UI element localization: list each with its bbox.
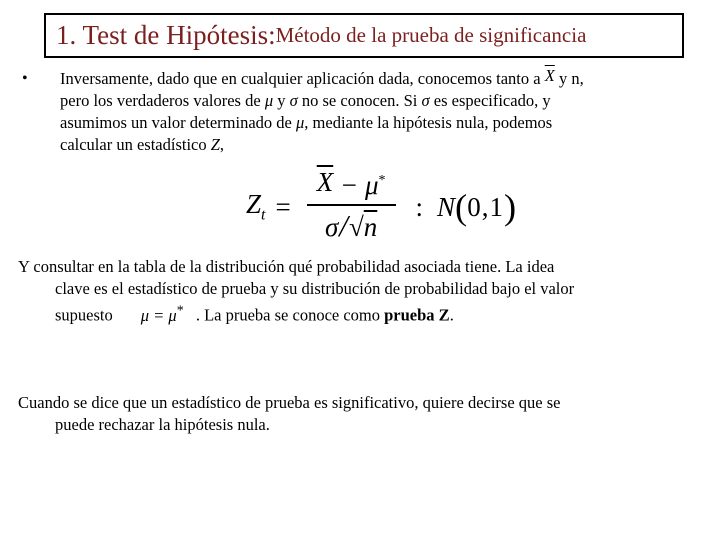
equals-sign: = [275,191,291,222]
para2-line-1: Cuando se dice que un estadístico de prueba es significativo, quiere decirse que se [18,393,561,412]
sigma-symbol: σ [421,91,430,110]
text-segment: calcular un estadístico [60,135,211,154]
text-segment: . [449,305,454,325]
bullet-line-3 [60,112,712,134]
normal-distribution [437,186,516,228]
bullet-text [60,68,712,156]
mu-symbol: μ [364,170,379,200]
text-segment: y n, [554,69,584,88]
bullet-line-4 [60,134,712,156]
text-segment: es especificado, y [429,91,551,110]
mu-symbol: μ [296,113,305,132]
paragraph-consultar [18,256,712,327]
mu-symbol: μ [264,91,274,110]
mu-equals-mu-star-formula [140,303,184,325]
xbar-symbol: $\overline{X}$ [316,167,334,197]
text-segment: , [219,135,225,154]
sigma-symbol: σ [324,212,339,242]
text-segment: pero los verdaderos valores de [60,91,265,110]
slash: / [339,208,348,243]
text-segment: Inversamente, dado que en cualquier aplicación dada, conocemos tanto a [60,69,545,88]
text-segment: , mediante la hipótesis nula, podemos [304,113,553,132]
text-segment: no se conocen. Si [297,91,422,110]
fraction [307,167,396,244]
prueba-z-bold: prueba Z [384,305,450,325]
slide-title: 1. Test de Hipótesis: [56,20,276,50]
slide-subtitle: Método de la prueba de significancia [275,23,587,47]
text-segment: . La prueba se conoce como [191,305,385,325]
bullet-line-2 [60,90,712,112]
title-box [44,13,684,58]
paragraph-significativo [18,392,712,436]
para1-line-2: clave es el estadístico de prueba y su distribución de probabilidad bajo el valor [55,279,575,298]
distribution-args: 0,1 [467,192,504,223]
n-symbol: n [363,212,378,242]
colon-separator: : [415,191,424,222]
text-segment: supuesto [55,305,113,325]
n-distribution-symbol: N [437,192,456,223]
star-superscript: * [176,303,184,318]
fraction-numerator [307,167,396,206]
minus-sign: − [333,170,365,200]
bullet-marker: • [22,70,28,87]
bullet-paragraph [22,68,712,156]
para1-line-1: Y consultar en la tabla de la distribución qué probabilidad asociada tiene. La idea [18,257,555,276]
text-segment: y [273,91,290,110]
fraction-denominator [325,206,377,244]
z-symbol: Z [246,189,262,220]
star-superscript: * [378,173,386,188]
bullet-line-1 [60,68,712,90]
sqrt-symbol: √ [348,212,364,242]
para2-line-2: puede rechazar la hipótesis nula. [55,415,270,434]
close-paren: ) [503,187,517,227]
mu-equation: μ = μ [140,305,177,325]
para1-line-3 [18,300,712,327]
sigma-symbol: σ [289,91,298,110]
z-symbol: Z [210,135,220,154]
formula-z [246,189,265,224]
z-statistic-formula [246,167,517,244]
z-subscript: t [261,206,266,224]
text-segment: asumimos un valor determinado de [60,113,296,132]
open-paren: ( [455,187,468,227]
xbar-symbol: $\overline{X}$ [544,66,555,85]
